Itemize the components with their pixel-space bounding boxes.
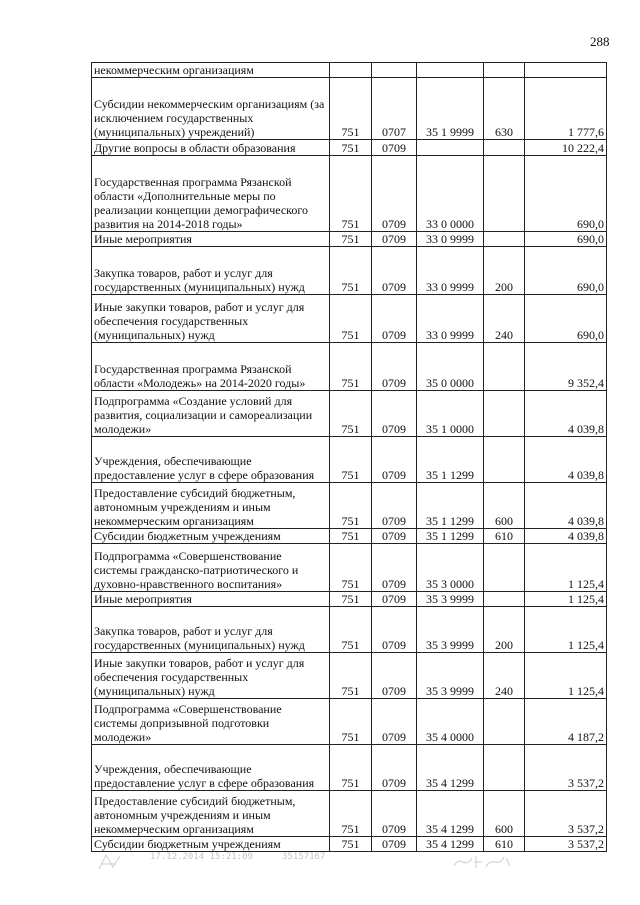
target-article-cell: 35 1 1299: [417, 437, 484, 483]
budget-name-cell: Учреждения, обеспечивающие предоставление услуг в сфере образования: [92, 745, 330, 791]
ministry-code-cell: 751: [330, 529, 372, 544]
section-code-cell: 0709: [372, 437, 417, 483]
section-code-cell: 0709: [372, 391, 417, 437]
expense-type-cell: [484, 745, 525, 791]
ministry-code-cell: 751: [330, 544, 372, 592]
section-code-cell: 0707: [372, 78, 417, 140]
ministry-code-cell: 751: [330, 156, 372, 232]
section-code-cell: 0709: [372, 745, 417, 791]
table-row: [92, 391, 607, 437]
section-code-cell: 0709: [372, 791, 417, 837]
table-row: [92, 529, 607, 544]
table-row: [92, 544, 607, 592]
ministry-code-cell: 751: [330, 745, 372, 791]
ministry-code-cell: 751: [330, 78, 372, 140]
amount-cell: [525, 63, 607, 78]
table-row: [92, 699, 607, 745]
expense-type-cell: [484, 437, 525, 483]
budget-name-cell: Иные закупки товаров, работ и услуг для обеспечения государственных (муниципальных) нужд: [92, 653, 330, 699]
ministry-code-cell: 751: [330, 483, 372, 529]
target-article-cell: 33 0 9999: [417, 247, 484, 295]
target-article-cell: 35 3 0000: [417, 544, 484, 592]
expense-type-cell: 600: [484, 483, 525, 529]
amount-cell: 3 537,2: [525, 745, 607, 791]
budget-name-cell: Закупка товаров, работ и услуг для государственных (муниципальных) нужд: [92, 607, 330, 653]
target-article-cell: 35 3 9999: [417, 653, 484, 699]
target-article-cell: 35 1 1299: [417, 483, 484, 529]
target-article-cell: 35 0 0000: [417, 343, 484, 391]
expense-type-cell: [484, 156, 525, 232]
ministry-code-cell: 751: [330, 837, 372, 852]
table-row: [92, 483, 607, 529]
amount-cell: 3 537,2: [525, 791, 607, 837]
table-row: [92, 295, 607, 343]
section-code-cell: 0709: [372, 653, 417, 699]
target-article-cell: 35 4 1299: [417, 837, 484, 852]
amount-cell: 1 125,4: [525, 592, 607, 607]
budget-name-cell: Подпрограмма «Создание условий для развития, социализации и самореализации молодежи»: [92, 391, 330, 437]
section-code-cell: 0709: [372, 232, 417, 247]
ministry-code-cell: 751: [330, 391, 372, 437]
scan-smudge-right: [452, 852, 512, 872]
target-article-cell: 35 3 9999: [417, 592, 484, 607]
scan-document-number: 35157167: [282, 852, 326, 862]
amount-cell: 690,0: [525, 295, 607, 343]
budget-name-cell: Учреждения, обеспечивающие предоставление услуг в сфере образования: [92, 437, 330, 483]
target-article-cell: [417, 140, 484, 156]
budget-name-cell: Другие вопросы в области образования: [92, 140, 330, 156]
table-row: [92, 140, 607, 156]
section-code-cell: 0709: [372, 592, 417, 607]
ministry-code-cell: 751: [330, 653, 372, 699]
expense-type-cell: 240: [484, 295, 525, 343]
target-article-cell: 35 3 9999: [417, 607, 484, 653]
section-code-cell: 0709: [372, 607, 417, 653]
table-row: [92, 63, 607, 78]
section-code-cell: 0709: [372, 295, 417, 343]
expense-type-cell: [484, 343, 525, 391]
ministry-code-cell: 751: [330, 140, 372, 156]
expense-type-cell: 200: [484, 607, 525, 653]
target-article-cell: 35 1 9999: [417, 78, 484, 140]
expense-type-cell: [484, 63, 525, 78]
ministry-code-cell: 751: [330, 592, 372, 607]
amount-cell: 4 039,8: [525, 437, 607, 483]
target-article-cell: 35 4 1299: [417, 791, 484, 837]
table-row: [92, 653, 607, 699]
section-code-cell: 0709: [372, 156, 417, 232]
budget-name-cell: Иные мероприятия: [92, 232, 330, 247]
budget-name-cell: Государственная программа Рязанской области «Молодежь» на 2014-2020 годы»: [92, 343, 330, 391]
table-row: [92, 745, 607, 791]
expense-type-cell: 610: [484, 837, 525, 852]
ministry-code-cell: 751: [330, 295, 372, 343]
section-code-cell: 0709: [372, 529, 417, 544]
section-code-cell: [372, 63, 417, 78]
table-row: [92, 247, 607, 295]
target-article-cell: 35 1 0000: [417, 391, 484, 437]
table-row: [92, 343, 607, 391]
amount-cell: 4 039,8: [525, 483, 607, 529]
ministry-code-cell: 751: [330, 437, 372, 483]
amount-cell: 1 125,4: [525, 544, 607, 592]
table-row: [92, 837, 607, 852]
expense-type-cell: 600: [484, 791, 525, 837]
budget-name-cell: Закупка товаров, работ и услуг для государственных (муниципальных) нужд: [92, 247, 330, 295]
ministry-code-cell: [330, 63, 372, 78]
budget-name-cell: Субсидии некоммерческим организациям (за исключением государственных (муниципальных) учреждений): [92, 78, 330, 140]
expense-type-cell: 200: [484, 247, 525, 295]
budget-name-cell: некоммерческим организациям: [92, 63, 330, 78]
budget-name-cell: Подпрограмма «Совершенствование системы допризывной подготовки молодежи»: [92, 699, 330, 745]
expense-type-cell: 610: [484, 529, 525, 544]
budget-name-cell: Предоставление субсидий бюджетным, автономным учреждениям и иным некоммерческим организациям: [92, 483, 330, 529]
amount-cell: 4 039,8: [525, 529, 607, 544]
ministry-code-cell: 751: [330, 791, 372, 837]
expense-type-cell: 240: [484, 653, 525, 699]
target-article-cell: 35 4 0000: [417, 699, 484, 745]
budget-name-cell: Субсидии бюджетным учреждениям: [92, 837, 330, 852]
table-row: [92, 592, 607, 607]
amount-cell: 1 125,4: [525, 607, 607, 653]
ministry-code-cell: 751: [330, 343, 372, 391]
amount-cell: 690,0: [525, 232, 607, 247]
expense-type-cell: [484, 592, 525, 607]
amount-cell: 3 537,2: [525, 837, 607, 852]
ministry-code-cell: 751: [330, 607, 372, 653]
ministry-code-cell: 751: [330, 232, 372, 247]
table-row: [92, 791, 607, 837]
ministry-code-cell: 751: [330, 699, 372, 745]
amount-cell: 9 352,4: [525, 343, 607, 391]
amount-cell: 690,0: [525, 247, 607, 295]
page-number: 288: [590, 34, 610, 49]
target-article-cell: 35 4 1299: [417, 745, 484, 791]
budget-table: [91, 62, 607, 852]
expense-type-cell: [484, 140, 525, 156]
scan-footer: [0, 852, 640, 872]
expense-type-cell: [484, 544, 525, 592]
target-article-cell: [417, 63, 484, 78]
section-code-cell: 0709: [372, 247, 417, 295]
budget-table-body: [92, 63, 607, 852]
amount-cell: 690,0: [525, 156, 607, 232]
expense-type-cell: [484, 391, 525, 437]
section-code-cell: 0709: [372, 837, 417, 852]
amount-cell: 4 039,8: [525, 391, 607, 437]
target-article-cell: 33 0 9999: [417, 295, 484, 343]
amount-cell: 1 777,6: [525, 78, 607, 140]
target-article-cell: 35 1 1299: [417, 529, 484, 544]
expense-type-cell: [484, 232, 525, 247]
budget-name-cell: Иные мероприятия: [92, 592, 330, 607]
budget-name-cell: Иные закупки товаров, работ и услуг для обеспечения государственных (муниципальных) нужд: [92, 295, 330, 343]
scan-timestamp: 17.12.2014 15:21:09: [150, 852, 253, 862]
target-article-cell: 33 0 0000: [417, 156, 484, 232]
section-code-cell: 0709: [372, 544, 417, 592]
expense-type-cell: 630: [484, 78, 525, 140]
amount-cell: 4 187,2: [525, 699, 607, 745]
budget-name-cell: Подпрограмма «Совершенствование системы гражданско-патриотического и духовно-нравственного воспитания»: [92, 544, 330, 592]
section-code-cell: 0709: [372, 699, 417, 745]
table-row: [92, 156, 607, 232]
table-row: [92, 232, 607, 247]
budget-name-cell: Предоставление субсидий бюджетным, автономным учреждениям и иным некоммерческим организациям: [92, 791, 330, 837]
ministry-code-cell: 751: [330, 247, 372, 295]
scan-smudge-left: [96, 852, 124, 872]
section-code-cell: 0709: [372, 140, 417, 156]
table-row: [92, 437, 607, 483]
expense-type-cell: [484, 699, 525, 745]
budget-name-cell: Государственная программа Рязанской области «Дополнительные меры по реализации концепции демографического развития на 2014-2018 годы»: [92, 156, 330, 232]
table-row: [92, 78, 607, 140]
budget-name-cell: Субсидии бюджетным учреждениям: [92, 529, 330, 544]
amount-cell: 10 222,4: [525, 140, 607, 156]
table-row: [92, 607, 607, 653]
amount-cell: 1 125,4: [525, 653, 607, 699]
section-code-cell: 0709: [372, 343, 417, 391]
target-article-cell: 33 0 9999: [417, 232, 484, 247]
section-code-cell: 0709: [372, 483, 417, 529]
